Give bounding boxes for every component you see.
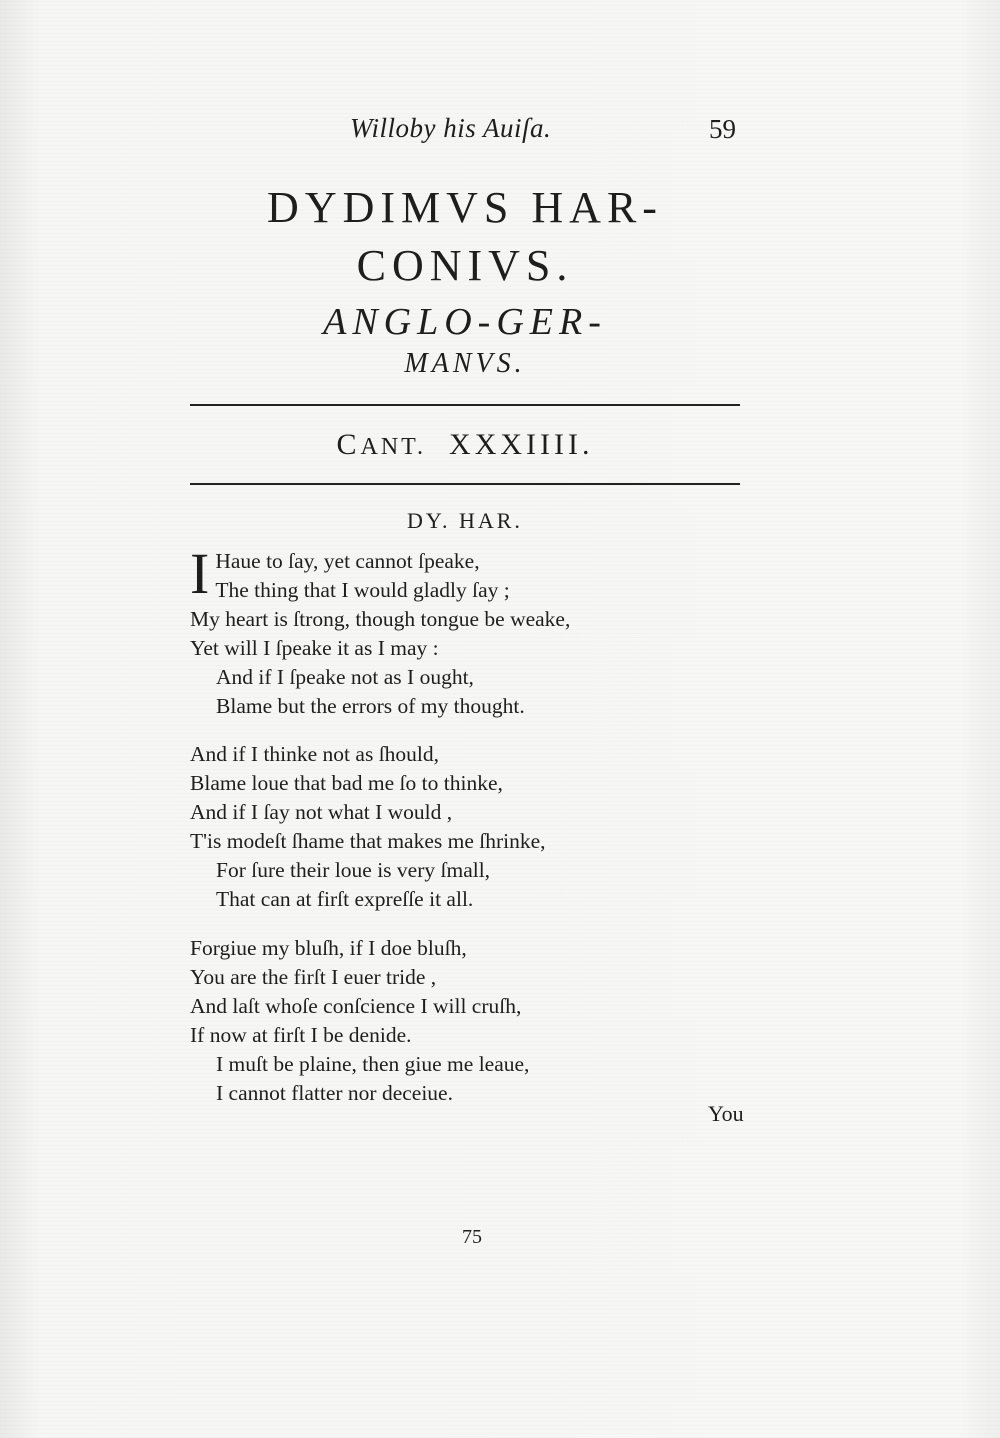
verse-line: And if I ſay not what I would ,	[190, 800, 453, 824]
verse-line: And if I thinke not as ſhould,	[190, 742, 440, 766]
verse-line: That can at firſt expreſſe it all.	[216, 887, 474, 911]
verse-line: The thing that I would gladly ſay ;	[215, 578, 510, 602]
verse-line: Forgiue my bluſh, if I doe bluſh,	[190, 936, 467, 960]
verse-line: Yet will I ſpeake it as I may :	[190, 636, 439, 660]
running-head: Willoby his Auiſa.	[350, 113, 552, 143]
verse-line: You are the firſt I euer tride ,	[190, 965, 437, 989]
verse-line: My heart is ſtrong, though tongue be weake,	[190, 607, 571, 631]
signature-mark: 75	[462, 1226, 482, 1248]
verse-line: For ſure their loue is very ſmall,	[216, 858, 491, 882]
canto-label-rest: ANT.	[360, 434, 427, 460]
stanza-1	[190, 541, 750, 721]
verse-line: T'is modeſt ſhame that makes me ſhrinke,	[190, 829, 546, 853]
verse-line: I cannot flatter nor deceiue.	[216, 1081, 453, 1105]
bottom-rule	[190, 483, 740, 485]
title-line-3: ANGLO-GER-	[323, 301, 607, 343]
title-line-1: DYDIMVS HAR-	[267, 183, 663, 232]
stanza-3	[190, 934, 750, 1108]
canto-number: XXXIIII.	[449, 428, 594, 461]
verse-line: If now at firſt I be denide.	[190, 1023, 412, 1047]
stanza-2	[190, 740, 750, 914]
verse-line: I muſt be plaine, then giue me leaue,	[216, 1052, 530, 1076]
drop-capital: I	[190, 541, 210, 606]
verse-line: Blame but the errors of my thought.	[216, 694, 525, 718]
speaker-heading: DY. HAR.	[407, 508, 523, 533]
verse-line: Haue to ſay, yet cannot ſpeake,	[215, 549, 480, 573]
page-number: 59	[709, 114, 736, 144]
catchword: You	[708, 1101, 744, 1126]
title-line-2: CONIVS.	[356, 241, 574, 290]
verse-line: And if I ſpeake not as I ought,	[216, 665, 474, 689]
verse-line: Blame loue that bad me ſo to thinke,	[190, 771, 503, 795]
title-line-4: MANVS.	[404, 348, 526, 379]
top-rule	[190, 404, 740, 406]
canto-label-initial: C	[336, 428, 361, 461]
verse-line: And laſt whoſe conſcience I will cruſh,	[190, 994, 522, 1018]
canto-heading	[190, 428, 740, 462]
